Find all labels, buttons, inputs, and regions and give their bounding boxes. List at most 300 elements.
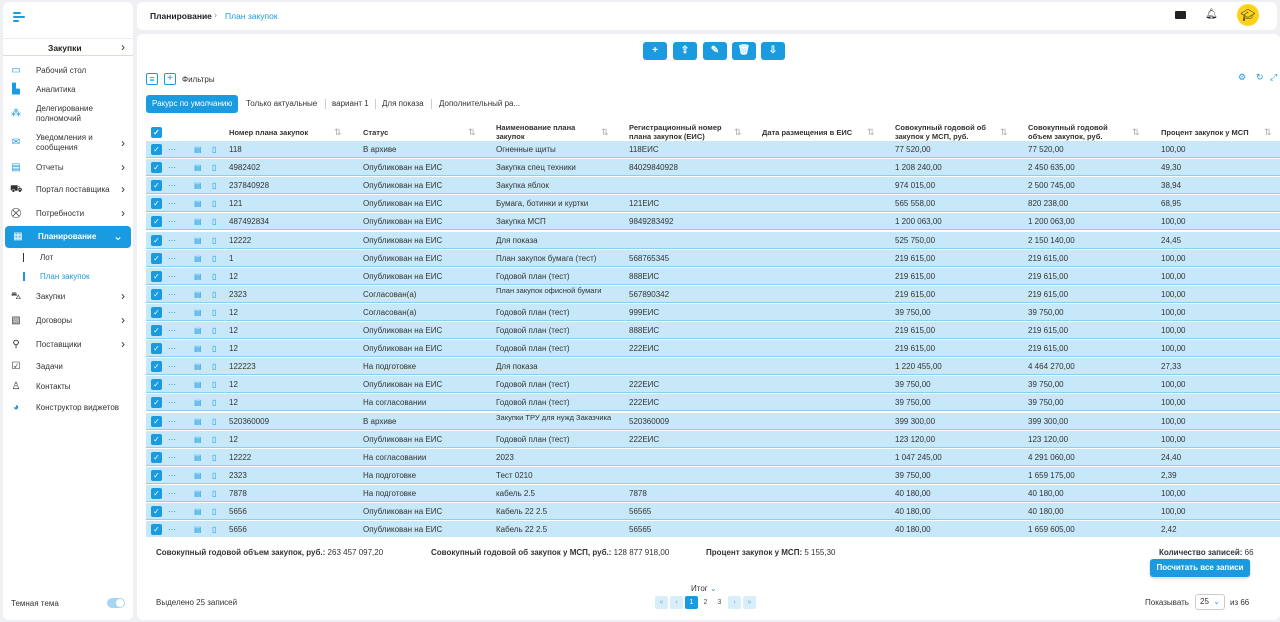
sidebar-item-tasks[interactable] [3, 357, 133, 377]
table-row[interactable] [146, 322, 1280, 339]
more-icon[interactable]: ⋯ [168, 470, 176, 480]
list-icon[interactable]: ▤ [194, 398, 202, 408]
sort-icon[interactable]: ⇅ [1132, 127, 1140, 137]
sort-icon[interactable]: ⇅ [1264, 127, 1272, 137]
table-cell [629, 467, 754, 484]
sidebar-item-supplier-portal[interactable] [3, 180, 133, 200]
expand-icon[interactable]: ⤢ [1270, 72, 1278, 82]
sidebar-item-purchases[interactable] [3, 287, 133, 307]
table-row[interactable] [146, 449, 1280, 466]
table-cell: 40 180,00 [895, 525, 931, 535]
table-cell: 100,00 [1161, 344, 1186, 354]
sort-icon[interactable]: ⇅ [468, 127, 476, 137]
table-cell: Кабель 22 2.5 [496, 525, 548, 535]
table-cell: План закупок офисной бумаги [496, 285, 602, 295]
list-icon[interactable]: ▤ [194, 145, 202, 154]
sidebar-item-suppliers[interactable] [3, 335, 133, 355]
table-cell: Годовой план (тест) [496, 344, 570, 354]
doc-icon[interactable]: ▯ [212, 181, 217, 191]
table-cell: Закупка спец техники [496, 163, 576, 173]
table-cell: 1 220 455,00 [895, 362, 942, 372]
breadcrumb-separator: › [214, 10, 217, 20]
sidebar-item-delegation[interactable] [3, 102, 133, 126]
cart-icon: ⛒ [10, 208, 22, 219]
list-icon[interactable]: ▤ [194, 253, 202, 263]
list-icon[interactable]: ▤ [194, 525, 202, 535]
refresh-icon[interactable]: ↻ [1256, 72, 1264, 82]
chevron-right-icon: › [121, 160, 125, 174]
chevron-right-icon: › [121, 182, 125, 196]
table-cell: 12 [229, 344, 238, 354]
edit-button[interactable]: ✎ [703, 42, 727, 60]
table-cell: 222ЕИС [629, 380, 660, 390]
sidebar-subitem-lot[interactable]: Лот [40, 253, 54, 262]
table-cell: 888ЕИС [629, 271, 660, 281]
table-cell: 999ЕИС [629, 307, 660, 317]
table-cell: 2323 [229, 470, 247, 480]
sort-icon[interactable]: ⇅ [601, 127, 609, 137]
table-row[interactable] [146, 340, 1280, 357]
tab-show[interactable]: Для показа [382, 99, 424, 108]
list-icon[interactable]: ≡ [146, 73, 158, 85]
table-cell: 222ЕИС [629, 344, 660, 354]
download-button[interactable]: ⇩ [761, 42, 785, 60]
sort-icon[interactable]: ⇅ [334, 127, 342, 137]
row-checkbox[interactable]: ✓ [151, 162, 162, 173]
truck-icon: ⛟ [10, 184, 23, 195]
table-row[interactable] [146, 467, 1280, 484]
row-checkbox[interactable]: ✓ [151, 434, 162, 445]
page-1[interactable]: 1 [685, 596, 698, 609]
doc-icon[interactable]: ▯ [212, 434, 217, 444]
sidebar-item-label: Отчеты [36, 163, 64, 172]
table-cell [762, 503, 887, 520]
table-cell: 399 300,00 [1028, 416, 1069, 426]
row-checkbox[interactable]: ✓ [151, 216, 162, 227]
itog-toggle[interactable]: Итог ⌄ [691, 584, 717, 593]
more-icon[interactable]: ⋯ [168, 199, 176, 209]
list-icon[interactable]: ▤ [194, 416, 202, 426]
more-icon[interactable]: ⋯ [168, 344, 176, 354]
row-checkbox[interactable]: ✓ [151, 452, 162, 463]
more-icon[interactable]: ⋯ [168, 289, 176, 299]
theme-toggle[interactable] [107, 598, 125, 608]
table-cell [762, 322, 887, 339]
table-cell: 1 200 063,00 [895, 217, 942, 227]
table-cell: 820 238,00 [1028, 199, 1069, 209]
col-msp-volume[interactable]: Совокупный годовой об закупок у МСП, руб. [895, 123, 987, 141]
more-icon[interactable]: ⋯ [168, 253, 176, 263]
table-row[interactable] [146, 376, 1280, 393]
bell-icon[interactable]: 🔔︎ [1205, 9, 1218, 20]
more-icon[interactable]: ⋯ [168, 235, 176, 245]
table-row[interactable] [146, 358, 1280, 375]
table-cell: 219 615,00 [895, 289, 936, 299]
doc-icon[interactable]: ▯ [212, 163, 217, 173]
next-page-button[interactable]: › [728, 596, 741, 609]
doc-icon[interactable]: ▯ [212, 235, 217, 245]
table-cell: 2 500 745,00 [1028, 181, 1075, 191]
table-cell: 237840928 [229, 181, 270, 191]
table-cell: 68,95 [1161, 199, 1182, 209]
table-row[interactable] [146, 503, 1280, 520]
col-eis-date[interactable]: Дата размещения в ЕИС [762, 127, 853, 137]
list-icon[interactable]: ▤ [194, 470, 202, 480]
table-cell: 12222 [229, 452, 252, 462]
sidebar-subitem-plan[interactable]: План закупок [40, 272, 90, 281]
page-2[interactable]: 2 [703, 599, 708, 606]
table-cell [762, 213, 887, 230]
summary-pct: Процент закупок у МСП: 5 155,30 [706, 548, 836, 557]
sort-icon[interactable]: ⇅ [867, 127, 875, 137]
row-checkbox[interactable]: ✓ [151, 235, 162, 246]
row-checkbox[interactable]: ✓ [151, 416, 162, 427]
table-cell: Бумага, ботинки и куртки [496, 199, 589, 209]
list-icon[interactable]: ▤ [194, 217, 202, 227]
table-cell: 77 520,00 [1028, 145, 1064, 154]
table-row[interactable] [146, 159, 1280, 176]
table-cell: 219 615,00 [1028, 326, 1069, 335]
prev-page-button[interactable]: ‹ [670, 596, 683, 609]
table-cell: Для показа [496, 235, 538, 245]
sidebar-item-planning[interactable] [5, 226, 131, 248]
contact-icon: ♙ [11, 381, 21, 392]
sidebar-item-label: Поставщики [36, 340, 82, 349]
sidebar-item-contracts[interactable] [3, 311, 133, 331]
sidebar-item-label: Делегирование полномочий [36, 104, 93, 123]
list-icon[interactable]: ▤ [194, 507, 202, 516]
page-3[interactable]: 3 [717, 599, 722, 606]
table-cell: Годовой план (тест) [496, 307, 570, 317]
more-icon[interactable]: ⋯ [168, 217, 176, 227]
row-checkbox[interactable]: ✓ [151, 506, 162, 517]
table-row[interactable] [146, 250, 1280, 267]
table-cell: На подготовке [363, 362, 417, 372]
table-cell: 100,00 [1161, 326, 1186, 335]
more-icon[interactable]: ⋯ [168, 163, 176, 173]
table-row[interactable] [146, 141, 1280, 158]
row-checkbox[interactable]: ✓ [151, 343, 162, 354]
row-checkbox[interactable]: ✓ [151, 144, 162, 155]
list-icon[interactable]: ▤ [194, 307, 202, 317]
list-icon[interactable]: ▤ [194, 452, 202, 462]
table-row[interactable] [146, 521, 1280, 537]
doc-icon[interactable]: ▯ [212, 271, 217, 281]
table-cell: 4982402 [229, 163, 261, 173]
row-checkbox[interactable]: ✓ [151, 271, 162, 282]
chevron-down-icon: ⌄ [1213, 597, 1220, 606]
select-all-checkbox[interactable]: ✓ [151, 117, 162, 147]
sidebar-item-label: Закупки [36, 292, 66, 301]
table-cell: 2323 [229, 289, 247, 299]
table-cell: Годовой план (тест) [496, 398, 570, 408]
table-cell: 219 615,00 [1028, 271, 1069, 281]
table-cell [762, 376, 887, 393]
doc-icon[interactable]: ▯ [212, 289, 217, 299]
row-checkbox[interactable]: ✓ [151, 253, 162, 264]
chart-icon: ▙ [12, 84, 20, 95]
table-cell: Для показа [496, 362, 538, 372]
table-cell: 100,00 [1161, 271, 1186, 281]
row-checkbox[interactable]: ✓ [151, 289, 162, 300]
table-row[interactable] [146, 485, 1280, 502]
menu-toggle-icon[interactable] [13, 12, 25, 24]
top-bar [137, 2, 1277, 30]
doc-icon[interactable]: ▯ [212, 362, 217, 372]
list-icon[interactable]: ▤ [194, 289, 202, 299]
doc-icon[interactable]: ▯ [212, 525, 217, 535]
table-row[interactable] [146, 413, 1280, 430]
table-cell: 40 180,00 [1028, 507, 1064, 516]
settings-icon[interactable]: ⚙ [1238, 72, 1247, 82]
table-cell: Тест 0210 [496, 470, 533, 480]
table-cell: Опубликован на ЕИС [363, 380, 443, 390]
summary-msp-value: 128 877 918,00 [613, 548, 670, 557]
table-cell [762, 195, 887, 212]
table-cell: 100,00 [1161, 217, 1186, 227]
col-status[interactable]: Статус [363, 127, 389, 137]
table-cell: 39 750,00 [895, 307, 931, 317]
sidebar-item-label: Уведомления и сообщения [36, 133, 93, 152]
table-row[interactable] [146, 195, 1280, 212]
table-row[interactable] [146, 268, 1280, 285]
table-cell [629, 232, 754, 249]
row-checkbox[interactable]: ✓ [151, 397, 162, 408]
main-panel [137, 34, 1280, 620]
table-cell: 487492834 [229, 217, 270, 227]
list-icon[interactable]: ▤ [194, 344, 202, 354]
sub-indicator [23, 253, 24, 262]
doc-icon[interactable]: ▯ [212, 253, 217, 263]
table-row[interactable] [146, 213, 1280, 230]
sidebar-item-contacts[interactable] [3, 377, 133, 397]
table-cell: 38,94 [1161, 181, 1182, 191]
list-icon[interactable]: ▤ [194, 235, 202, 245]
list-icon[interactable]: ▤ [194, 163, 202, 173]
chevron-right-icon: › [121, 206, 125, 220]
row-checkbox[interactable]: ✓ [151, 379, 162, 390]
sort-icon[interactable]: ⇅ [1000, 127, 1008, 137]
sidebar-item-widget-builder[interactable] [3, 398, 133, 418]
sidebar [3, 2, 133, 620]
row-checkbox[interactable]: ✓ [151, 180, 162, 191]
doc-icon[interactable]: ▯ [212, 488, 217, 498]
more-icon[interactable]: ⋯ [168, 416, 176, 426]
doc-icon[interactable]: ▯ [212, 380, 217, 390]
table-cell: 39 750,00 [895, 398, 931, 408]
table-row[interactable] [146, 304, 1280, 321]
col-plan-number[interactable]: Номер плана закупок [229, 127, 309, 137]
list-icon[interactable]: ▤ [194, 488, 202, 498]
col-plan-name[interactable]: Наименование плана закупок [496, 123, 576, 141]
table-cell: 219 615,00 [1028, 289, 1069, 299]
table-cell [629, 177, 754, 194]
row-checkbox[interactable]: ✓ [151, 198, 162, 209]
report-icon: ▤ [11, 162, 21, 173]
row-checkbox[interactable]: ✓ [151, 361, 162, 372]
doc-icon[interactable]: ▯ [212, 344, 217, 354]
more-icon[interactable]: ⋯ [168, 452, 176, 462]
more-icon[interactable]: ⋯ [168, 145, 176, 154]
tab-variant1[interactable]: вариант 1 [332, 99, 369, 108]
table-cell: На согласовании [363, 398, 427, 408]
more-icon[interactable]: ⋯ [168, 181, 176, 191]
page-size-select[interactable]: 25 ⌄ [1195, 594, 1225, 610]
table-cell [762, 159, 887, 176]
col-reg-number[interactable]: Регистрационный номер плана закупок (ЕИС) [629, 123, 722, 141]
doc-icon[interactable]: ▯ [212, 416, 217, 426]
tab-actual[interactable]: Только актуальные [246, 99, 318, 108]
sidebar-item-label: Рабочий стол [36, 66, 87, 75]
table-cell: Согласован(а) [363, 307, 417, 317]
table-cell [762, 358, 887, 375]
table-cell: Опубликован на ЕИС [363, 344, 443, 354]
last-page-button[interactable]: » [743, 596, 756, 609]
sidebar-item-notifications[interactable] [3, 131, 133, 155]
col-msp-percent[interactable]: Процент закупок у МСП [1161, 127, 1249, 137]
table-cell: 520360009 [229, 416, 270, 426]
chevron-right-icon: › [121, 313, 125, 327]
table-cell: 1 [229, 253, 234, 263]
table-cell: 40 180,00 [1028, 488, 1064, 498]
row-checkbox[interactable]: ✓ [151, 325, 162, 336]
add-button[interactable]: + [643, 42, 667, 60]
table-cell: 39 750,00 [895, 470, 931, 480]
table-cell [762, 394, 887, 411]
list-icon[interactable]: ▤ [194, 380, 202, 390]
theme-label: Темная тема [11, 599, 59, 608]
sidebar-item-label: Контакты [36, 382, 71, 391]
table-cell: Годовой план (тест) [496, 380, 570, 390]
more-icon[interactable]: ⋯ [168, 525, 176, 535]
sort-icon[interactable]: ⇅ [734, 127, 742, 137]
row-checkbox[interactable]: ✓ [151, 488, 162, 499]
table-row[interactable] [146, 177, 1280, 194]
sidebar-item-needs[interactable] [3, 204, 133, 224]
selected-count: Выделено 25 записей [156, 598, 238, 607]
table-cell: Опубликован на ЕИС [363, 525, 443, 535]
task-icon: ☑ [11, 361, 21, 372]
sidebar-item-analytics[interactable] [3, 80, 133, 100]
car-icon: ⛍ [10, 291, 22, 302]
table-cell: 7878 [629, 488, 647, 498]
table-cell: 39 750,00 [1028, 380, 1064, 390]
table-cell [629, 449, 754, 466]
doc-icon[interactable]: ▯ [212, 145, 217, 154]
sidebar-item-reports[interactable] [3, 158, 133, 178]
summary-count: Количество записей: 66 [1159, 548, 1254, 557]
table-cell: На согласовании [363, 452, 427, 462]
total-of: из 66 [1230, 598, 1250, 607]
sidebar-item-label: Портал поставщика [36, 185, 110, 194]
doc-icon[interactable]: ▯ [212, 199, 217, 209]
table-cell: 40 180,00 [895, 507, 931, 516]
page-size-label: Показывать [1145, 598, 1189, 607]
more-icon[interactable]: ⋯ [168, 488, 176, 498]
table-cell: 12 [229, 326, 238, 335]
table-cell: 2023 [496, 452, 514, 462]
first-page-button[interactable]: « [655, 596, 668, 609]
recalc-button[interactable]: Посчитать все записи [1150, 559, 1250, 577]
col-total-volume[interactable]: Совокупный годовой объем закупок, руб. [1028, 123, 1108, 141]
table-row[interactable] [146, 232, 1280, 249]
filters-label[interactable]: Фильтры [182, 75, 215, 84]
table-cell: Закупка МСП [496, 217, 546, 227]
table-cell: 12 [229, 398, 238, 408]
more-icon[interactable]: ⋯ [168, 434, 176, 444]
list-icon[interactable]: ▤ [194, 362, 202, 372]
plans-table [146, 117, 1280, 537]
list-icon[interactable]: ▤ [194, 326, 202, 335]
avatar[interactable]: 🎓︎ [1237, 4, 1259, 26]
list-icon[interactable]: ▤ [194, 271, 202, 281]
table-row[interactable] [146, 286, 1280, 303]
table-cell: 100,00 [1161, 416, 1186, 426]
sidebar-section-header[interactable] [3, 38, 133, 56]
doc-icon[interactable]: ▯ [212, 507, 217, 516]
table-cell: 100,00 [1161, 434, 1186, 444]
table-cell: 39 750,00 [1028, 307, 1064, 317]
more-icon[interactable]: ⋯ [168, 271, 176, 281]
sidebar-item-label: Планирование [38, 232, 97, 241]
mail-icon[interactable] [1175, 11, 1186, 19]
export-button[interactable]: ⇪ [673, 42, 697, 60]
chevron-down-icon: ⌄ [112, 229, 123, 243]
breadcrumb-root[interactable]: Планирование [150, 11, 212, 21]
doc-icon[interactable]: ▯ [212, 452, 217, 462]
doc-icon[interactable]: ▯ [212, 398, 217, 408]
table-cell: 7878 [229, 488, 247, 498]
breadcrumb-current: План закупок [225, 11, 278, 21]
doc-icon[interactable]: ▯ [212, 470, 217, 480]
more-icon[interactable]: ⋯ [168, 326, 176, 335]
table-cell: Опубликован на ЕИС [363, 181, 443, 191]
table-cell: 222ЕИС [629, 398, 660, 408]
row-checkbox[interactable]: ✓ [151, 470, 162, 481]
add-filter-icon[interactable]: + [164, 73, 176, 85]
table-row[interactable] [146, 431, 1280, 448]
table-cell: 123 120,00 [1028, 434, 1069, 444]
more-icon[interactable]: ⋯ [168, 362, 176, 372]
table-cell [762, 304, 887, 321]
more-icon[interactable]: ⋯ [168, 507, 176, 516]
more-icon[interactable]: ⋯ [168, 380, 176, 390]
chevron-right-icon: › [121, 40, 125, 54]
table-cell: 100,00 [1161, 289, 1186, 299]
table-cell [762, 340, 887, 357]
more-icon[interactable]: ⋯ [168, 398, 176, 408]
doc-icon[interactable]: ▯ [212, 307, 217, 317]
row-checkbox[interactable]: ✓ [151, 524, 162, 535]
table-row[interactable] [146, 394, 1280, 411]
delete-button[interactable]: 🗑︎ [732, 42, 756, 60]
table-cell: 56565 [629, 507, 652, 516]
sidebar-item-desktop[interactable] [3, 61, 133, 81]
table-cell: Опубликован на ЕИС [363, 434, 443, 444]
tab-additional[interactable]: Дополнительный ра... [439, 99, 521, 108]
list-icon[interactable]: ▤ [194, 199, 202, 209]
table-cell: 1 047 245,00 [895, 452, 942, 462]
doc-icon[interactable]: ▯ [212, 326, 217, 335]
list-icon[interactable]: ▤ [194, 434, 202, 444]
table-cell: кабель 2.5 [496, 488, 535, 498]
doc-icon[interactable]: ▯ [212, 217, 217, 227]
list-icon[interactable]: ▤ [194, 181, 202, 191]
tab-default[interactable]: Ракурс по умолчанию [146, 95, 238, 113]
table-cell [762, 521, 887, 537]
more-icon[interactable]: ⋯ [168, 307, 176, 317]
row-checkbox[interactable]: ✓ [151, 307, 162, 318]
